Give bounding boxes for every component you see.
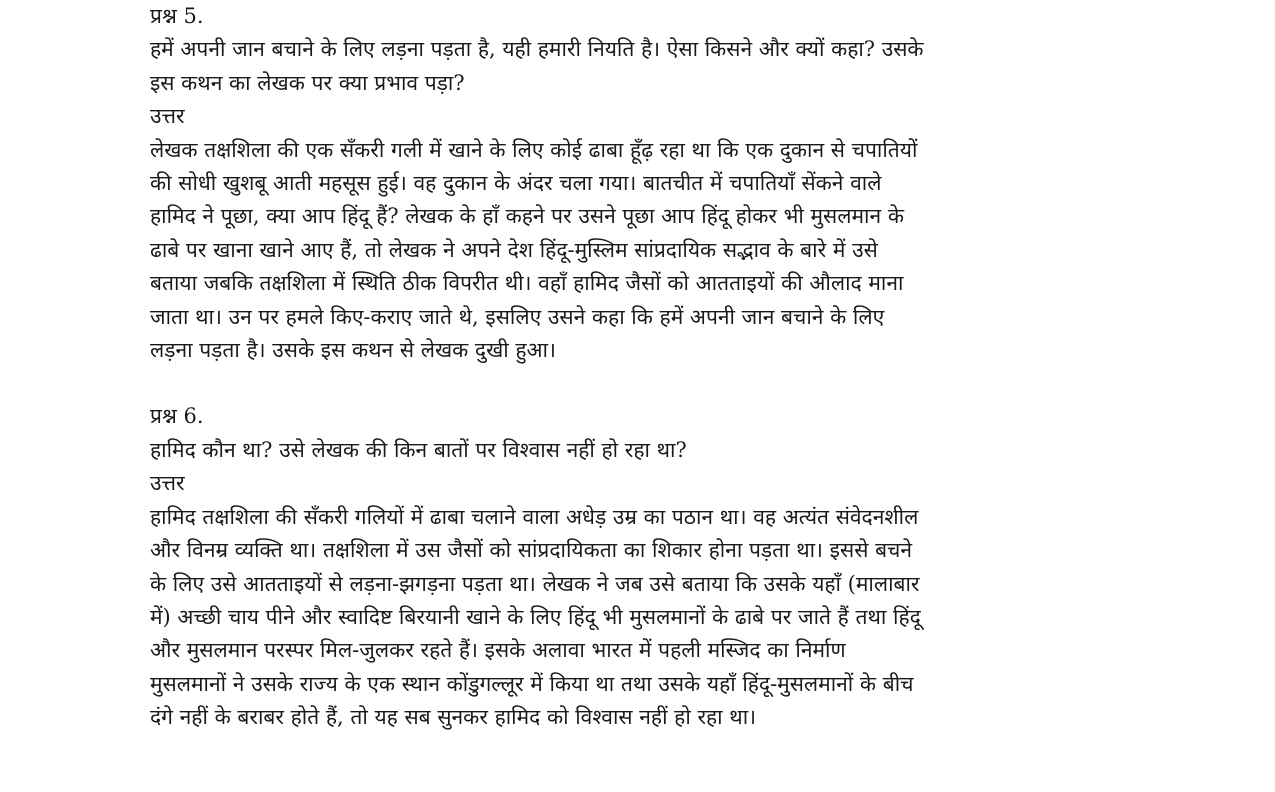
- answer-text-line: हामिद तक्षशिला की सँकरी गलियों में ढाबा चलाने वाला अधेड़ उम्र का पठान था। वह अत्यंत संवेदनशील: [150, 504, 919, 529]
- answer-text-line: बताया जबकि तक्षशिला में स्थिति ठीक विपरीत थी। वहाँ हामिद जैसों को आतताइयों की औलाद माना: [150, 271, 904, 296]
- answer-text-line: की सोधी खुशबू आती महसूस हुई। वह दुकान के अंदर चला गया। बातचीत में चपातियाँ सेंकने वाले: [150, 171, 882, 196]
- question-text-line: इस कथन का लेखक पर क्या प्रभाव पड़ा?: [150, 70, 465, 95]
- answer-text-line: लेखक तक्षशिला की एक सँकरी गली में खाने के लिए कोई ढाबा हूँढ़ रहा था कि एक दुकान से चपातियों: [150, 137, 918, 162]
- answer-text-line: जाता था। उन पर हमले किए-कराए जाते थे, इसलिए उसने कहा कि हमें अपनी जान बचाने के लिए: [150, 304, 885, 329]
- question-text-line: हमें अपनी जान बचाने के लिए लड़ना पड़ता है, यही हमारी नियति है। ऐसा किसने और क्यों कहा? उसके: [150, 37, 924, 62]
- answer-label: उत्तर: [150, 104, 185, 129]
- answer-text-line: में) अच्छी चाय पीने और स्वादिष्ट बिरयानी खाने के लिए हिंदू भी मुसलमानों के ढाबे पर जाते हैं तथा हिंदू: [150, 604, 921, 629]
- answer-text-line: ढाबे पर खाना खाने आए हैं, तो लेखक ने अपने देश हिंदू-मुस्लिम सांप्रदायिक सद्भाव के बारे में उसे: [150, 237, 878, 262]
- question-number: प्रश्न 5.: [150, 4, 204, 28]
- answer-text-line: लड़ना पड़ता है। उसके इस कथन से लेखक दुखी हुआ।: [150, 338, 556, 363]
- question-block-6: [150, 400, 1150, 734]
- question-number: प्रश्न 6.: [150, 404, 204, 429]
- answer-label: उत्तर: [150, 471, 185, 496]
- answer-text-line: के लिए उसे आतताइयों से लड़ना-झगड़ना पड़ता था। लेखक ने जब उसे बताया कि उसके यहाँ (मालाबार: [150, 571, 920, 596]
- answer-text-line: हामिद ने पूछा, क्या आप हिंदू हैं? लेखक के हाँ कहने पर उसने पूछा आप हिंदू होकर भी मुसलमान के: [150, 204, 904, 229]
- answer-text-line: दंगे नहीं के बराबर होते हैं, तो यह सब सुनकर हामिद को विश्वास नहीं हो रहा था।: [150, 705, 757, 730]
- answer-text-line: और विनम्र व्यक्ति था। तक्षशिला में उस जैसों को सांप्रदायिकता का शिकार होना पड़ता था। इससे बचने: [150, 538, 913, 563]
- answer-text-line: मुसलमानों ने उसके राज्य के एक स्थान कोंडुगल्लूर में किया था तथा उसके यहाँ हिंदू-मुसलमानों के बीच: [150, 671, 914, 696]
- answer-text-line: और मुसलमान परस्पर मिल-जुलकर रहते हैं। इसके अलावा भारत में पहली मस्जिद का निर्माण: [150, 638, 846, 663]
- question-text-line: हामिद कौन था? उसे लेखक की किन बातों पर विश्वास नहीं हो रहा था?: [150, 437, 687, 462]
- question-block-5: [150, 0, 1150, 367]
- document-page: [150, 0, 1150, 735]
